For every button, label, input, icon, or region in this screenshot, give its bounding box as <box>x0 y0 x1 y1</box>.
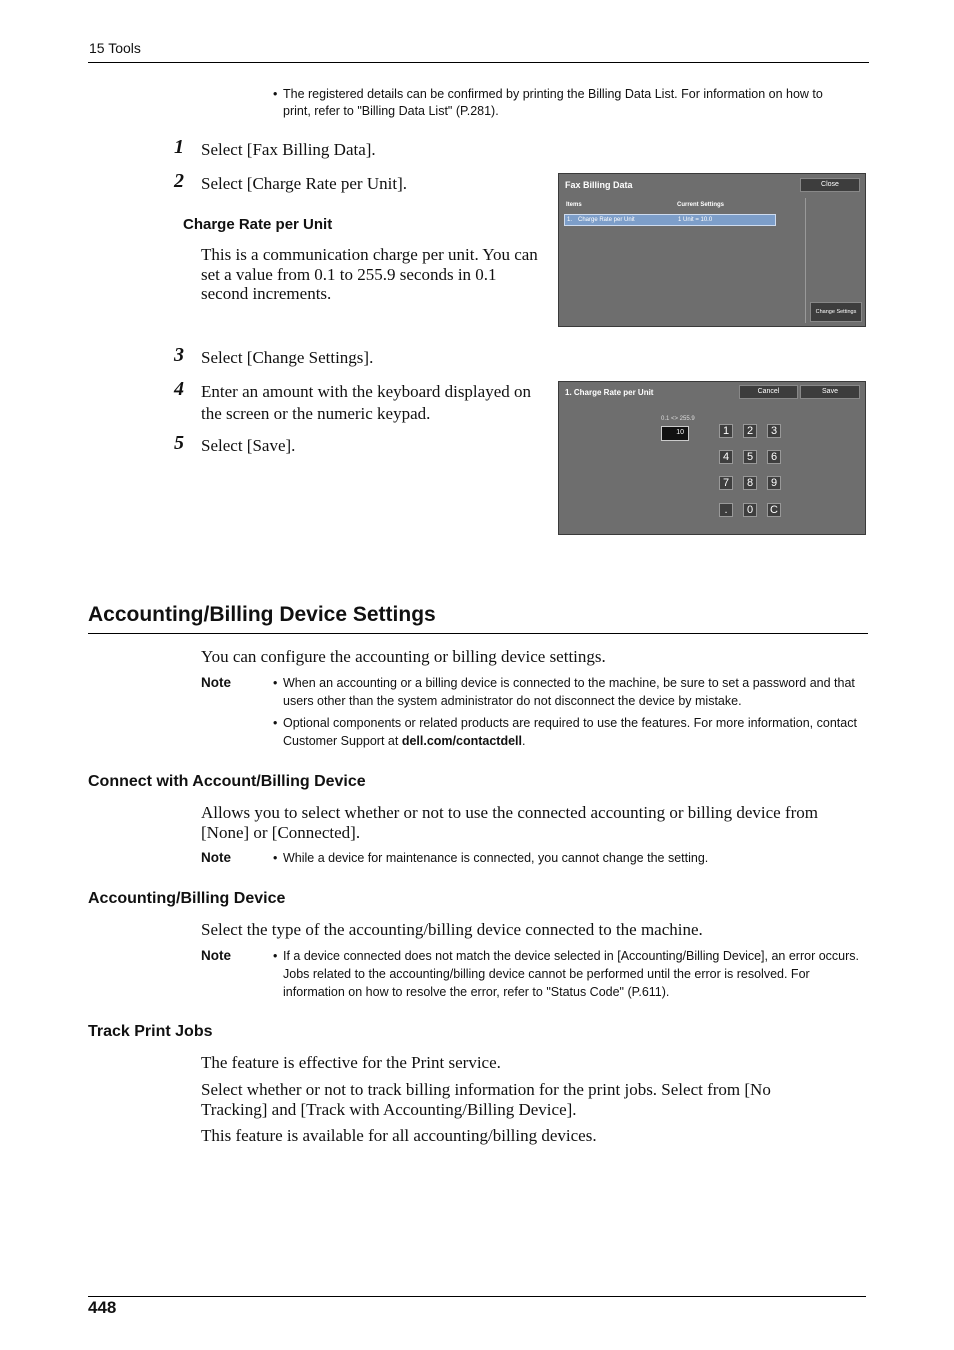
key-9[interactable]: 9 <box>767 476 781 490</box>
step-text: Enter an amount with the keyboard displayed on the screen or the numeric keypad. <box>201 382 531 423</box>
note-text <box>283 714 863 750</box>
header-rule <box>88 62 869 63</box>
section-intro: You can configure the accounting or billing device settings. <box>201 647 606 666</box>
step-number: 3 <box>174 344 184 366</box>
value-range: 0.1 <> 255.9 <box>661 416 695 422</box>
key-3[interactable]: 3 <box>767 424 781 438</box>
device-note <box>273 947 863 1001</box>
top-note-text: The registered details can be confirmed by printing the Billing Data List. For information on how to print, refer to "Billing Data List" (P.281). <box>283 87 823 118</box>
track-paragraph: The feature is effective for the Print service. <box>201 1053 501 1072</box>
key-0[interactable]: 0 <box>743 503 757 517</box>
cancel-button[interactable]: Cancel <box>739 385 798 399</box>
close-button[interactable]: Close <box>800 178 860 192</box>
key-7[interactable]: 7 <box>719 476 733 490</box>
device-heading: Accounting/Billing Device <box>88 890 286 907</box>
save-button[interactable]: Save <box>800 385 860 399</box>
note-label: Note <box>201 675 231 690</box>
step-number: 2 <box>174 170 184 192</box>
section-notes <box>273 674 863 750</box>
note-text: When an accounting or a billing device is connected to the machine, be sure to set a password and that users other than the system administrator do not disconnect the device by mistake. <box>283 676 855 708</box>
top-note <box>273 86 853 120</box>
screen-title: Fax Billing Data <box>565 180 633 190</box>
key-1[interactable]: 1 <box>719 424 733 438</box>
section-title: Accounting/Billing Device Settings <box>88 603 436 626</box>
step-text: Select [Fax Billing Data]. <box>201 140 376 159</box>
row-item-label: Charge Rate per Unit <box>578 217 635 223</box>
panel-divider <box>805 198 806 323</box>
bullet: • <box>273 716 278 730</box>
row-number: 1. <box>567 217 573 223</box>
track-paragraph: This feature is available for all accounting/billing devices. <box>201 1126 597 1145</box>
chapter-header: 15 Tools <box>89 40 141 56</box>
charge-rate-screen <box>558 381 866 535</box>
charge-rate-heading: Charge Rate per Unit <box>183 216 333 233</box>
row-current-value: 1 Unit = 10.0 <box>678 217 713 223</box>
note-text: If a device connected does not match the device selected in [Accounting/Billing Device], an error occurs. Jobs related to the accounting/billing device cannot be performed until the error is resolved. For information on how to resolve the error, refer to "Status Code" (P.611). <box>283 949 860 999</box>
value-input[interactable]: 10 <box>661 426 689 441</box>
note-text-suffix: . <box>521 734 526 748</box>
step-text: Select [Change Settings]. <box>201 348 374 367</box>
step-text: Select [Charge Rate per Unit]. <box>201 174 407 193</box>
page-number: 448 <box>88 1298 117 1317</box>
charge-rate-body: This is a communication charge per unit. You can set a value from 0.1 to 255.9 seconds in 0.1 second increments. <box>201 245 538 303</box>
note-label: Note <box>201 850 231 865</box>
contact-link[interactable]: dell.com/contactdell <box>401 734 522 748</box>
key-6[interactable]: 6 <box>767 450 781 464</box>
note-text: While a device for maintenance is connected, you cannot change the setting. <box>283 851 709 865</box>
note-label: Note <box>201 948 231 963</box>
connect-heading: Connect with Account/Billing Device <box>88 773 366 790</box>
track-paragraph: Select whether or not to track billing information for the print jobs. Select from [No Tracking] and [Track with Accounting/Billing Device]. <box>201 1080 771 1119</box>
step-number: 4 <box>174 378 184 400</box>
footer-rule <box>88 1296 866 1297</box>
screen-title: 1. Charge Rate per Unit <box>565 388 654 397</box>
bullet: • <box>273 676 278 690</box>
list-item-charge-rate[interactable] <box>564 214 776 226</box>
key-2[interactable]: 2 <box>743 424 757 438</box>
key-4[interactable]: 4 <box>719 450 733 464</box>
key-dot[interactable]: . <box>719 503 733 517</box>
connect-note <box>273 849 863 867</box>
section-rule <box>88 633 868 634</box>
bullet: • <box>273 949 278 963</box>
key-8[interactable]: 8 <box>743 476 757 490</box>
key-5[interactable]: 5 <box>743 450 757 464</box>
bullet: • <box>273 87 278 101</box>
connect-body: Allows you to select whether or not to use the connected accounting or billing device from [None] or [Connected]. <box>201 803 819 842</box>
step-number: 1 <box>174 136 184 158</box>
column-header-items: Items <box>566 202 582 208</box>
change-settings-button[interactable]: Change Settings <box>810 302 862 322</box>
key-clear[interactable]: C <box>767 503 781 517</box>
fax-billing-data-screen <box>558 173 866 327</box>
device-body: Select the type of the accounting/billing device connected to the machine. <box>201 920 703 939</box>
step-text: Select [Save]. <box>201 436 296 455</box>
note-text-prefix: Optional components or related products are required to use the features. For more information, contact Customer Support at <box>283 716 857 748</box>
column-header-current: Current Settings <box>677 202 725 208</box>
step-number: 5 <box>174 432 184 454</box>
track-heading: Track Print Jobs <box>88 1023 213 1040</box>
bullet: • <box>273 851 278 865</box>
